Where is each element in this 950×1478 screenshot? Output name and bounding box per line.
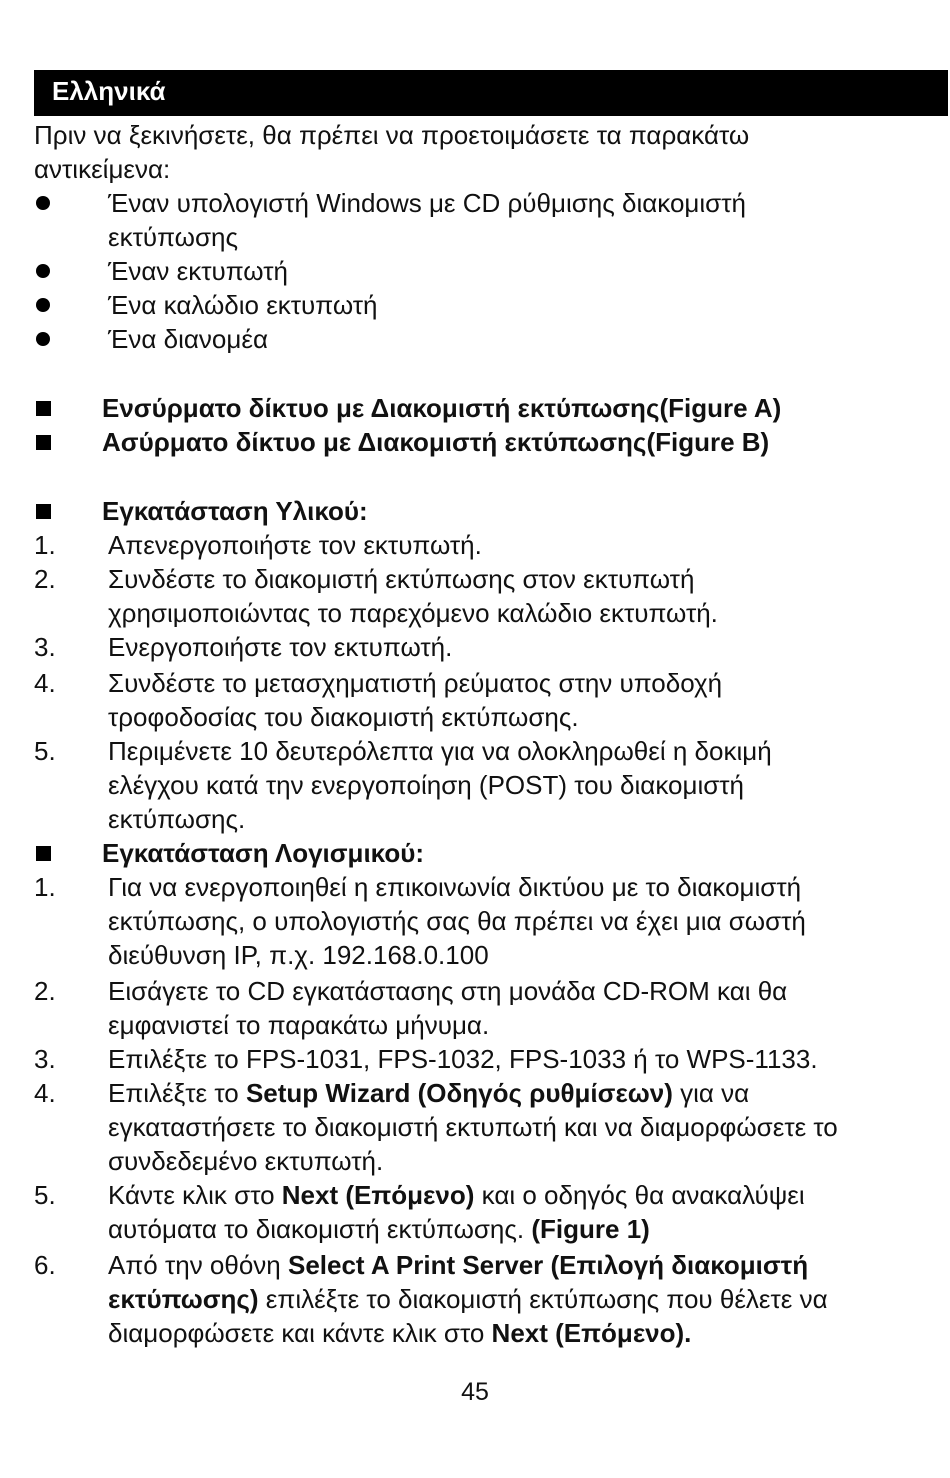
page-number: 45 (461, 1378, 489, 1406)
software-step-cont: διεύθυνση IP, π.χ. 192.168.0.100 (108, 940, 489, 970)
text-run: επιλέξτε το διακομιστή εκτύπωσης που θέλετε να (258, 1284, 828, 1314)
hardware-step: Συνδέστε το μετασχηματιστή ρεύματος στην υποδοχή (108, 668, 723, 698)
software-step-cont (108, 1316, 691, 1350)
figure-reference: (Figure 1) (531, 1214, 650, 1244)
bullet-square-icon (36, 401, 51, 416)
bullet-square-icon (36, 504, 51, 519)
software-step: Επιλέξτε το FPS-1031, FPS-1032, FPS-1033 ή το WPS-1133. (108, 1044, 818, 1074)
text-run: αυτόματα το διακομιστή εκτύπωσης. (108, 1214, 532, 1244)
software-step-cont: εκτύπωσης, ο υπολογιστής σας θα πρέπει να έχει μια σωστή (108, 906, 806, 936)
requirement-item-cont: εκτύπωσης (108, 222, 238, 252)
step-number: 1. (34, 872, 56, 902)
text-run: διαμορφώσετε και κάντε κλικ στο (108, 1318, 492, 1348)
network-wireless: Ασύρματο δίκτυο με Διακομιστή εκτύπωσης(Figure B) (102, 427, 770, 457)
hardware-heading: Εγκατάσταση Υλικού: (102, 496, 368, 526)
software-step (108, 1178, 805, 1212)
ui-term-next: Next (Επόμενο) (281, 1180, 475, 1210)
ui-term-select-print-server: Select A Print Server (Επιλογή διακομιστή (287, 1250, 809, 1280)
section-header (34, 70, 948, 116)
hardware-step: Συνδέστε το διακομιστή εκτύπωσης στον εκτυπωτή (108, 564, 695, 594)
hardware-step: Ενεργοποιήστε τον εκτυπωτή. (108, 632, 453, 662)
software-step-cont (108, 1212, 650, 1246)
hardware-step-cont: τροφοδοσίας του διακομιστή εκτύπωσης. (108, 702, 579, 732)
hardware-step-cont: εκτύπωσης. (108, 804, 246, 834)
step-number: 4. (34, 1078, 56, 1108)
intro-line-1: Πριν να ξεκινήσετε, θα πρέπει να προετοιμάσετε τα παρακάτω (34, 120, 750, 150)
step-number: 2. (34, 976, 56, 1006)
bullet-dot-icon (36, 298, 50, 312)
bullet-dot-icon (36, 332, 50, 346)
step-number: 2. (34, 564, 56, 594)
software-step-cont: συνδεδεμένο εκτυπωτή. (108, 1146, 384, 1176)
text-run: Επιλέξτε το (108, 1078, 246, 1108)
requirement-item: Έναν υπολογιστή Windows με CD ρύθμισης διακομιστή (108, 188, 746, 218)
bullet-dot-icon (36, 264, 50, 278)
ui-term-select-print-server-cont: εκτύπωσης) (108, 1284, 259, 1314)
hardware-step-cont: χρησιμοποιώντας το παρεχόμενο καλώδιο εκτυπωτή. (108, 598, 718, 628)
step-number: 6. (34, 1250, 56, 1280)
software-step (108, 1076, 749, 1110)
software-heading: Εγκατάσταση Λογισμικού: (102, 838, 424, 868)
bullet-square-icon (36, 435, 51, 450)
ui-term-setup-wizard: Setup Wizard (Οδηγός ρυθμίσεων) (245, 1078, 673, 1108)
hardware-step: Απενεργοποιήστε τον εκτυπωτή. (108, 530, 482, 560)
text-run: Κάντε κλικ στο (108, 1180, 282, 1210)
software-step (108, 1248, 808, 1282)
step-number: 3. (34, 632, 56, 662)
section-title: Ελληνικά (52, 76, 166, 106)
software-step-cont: εμφανιστεί το παρακάτω μήνυμα. (108, 1010, 490, 1040)
hardware-step: Περιμένετε 10 δευτερόλεπτα για να ολοκληρωθεί η δοκιμή (108, 736, 772, 766)
text-run: Από την οθόνη (108, 1250, 288, 1280)
bullet-square-icon (36, 846, 51, 861)
text-run: για να (672, 1078, 750, 1108)
step-number: 3. (34, 1044, 56, 1074)
requirement-item: Ένα καλώδιο εκτυπωτή (108, 290, 378, 320)
step-number: 1. (34, 530, 56, 560)
requirement-item: Ένα διανομέα (108, 324, 268, 354)
intro-line-2: αντικείμενα: (34, 154, 171, 184)
step-number: 5. (34, 1180, 56, 1210)
ui-term-next: Next (Επόμενο). (491, 1318, 692, 1348)
hardware-step-cont: ελέγχου κατά την ενεργοποίηση (POST) του διακομιστή (108, 770, 745, 800)
step-number: 5. (34, 736, 56, 766)
network-wired: Ενσύρματο δίκτυο με Διακομιστή εκτύπωσης(Figure A) (102, 393, 782, 423)
requirement-item: Έναν εκτυπωτή (108, 256, 288, 286)
bullet-dot-icon (36, 196, 50, 210)
software-step-cont (108, 1282, 828, 1316)
software-step-cont: εγκαταστήσετε το διακομιστή εκτυπωτή και να διαμορφώσετε το (108, 1112, 838, 1142)
software-step: Εισάγετε το CD εγκατάστασης στη μονάδα CD-ROM και θα (108, 976, 788, 1006)
software-step: Για να ενεργοποιηθεί η επικοινωνία δικτύου με το διακομιστή (108, 872, 802, 902)
step-number: 4. (34, 668, 56, 698)
text-run: και ο οδηγός θα ανακαλύψει (474, 1180, 805, 1210)
